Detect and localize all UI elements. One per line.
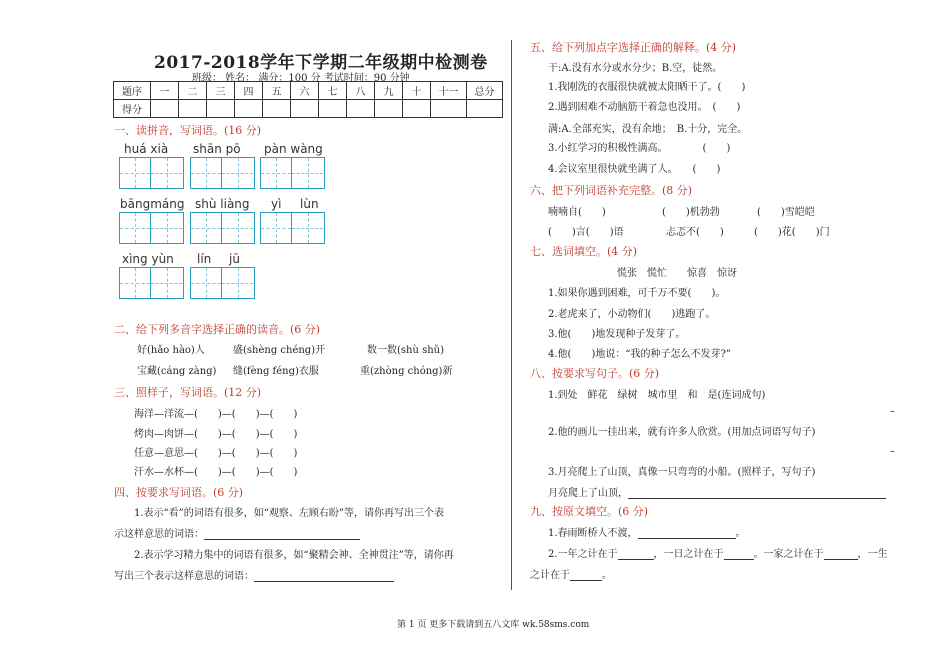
score-input[interactable] [179, 100, 207, 118]
question-text-line: 示这样意思的词语： [114, 529, 204, 540]
writing-grid[interactable] [119, 267, 184, 299]
writing-grid[interactable] [119, 157, 184, 189]
score-cell: 二 [179, 82, 207, 100]
score-cell: 总分 [467, 82, 503, 100]
score-cell: 三 [207, 82, 235, 100]
section-3-heading: 三、照样子，写词语。(12 分) [114, 386, 262, 399]
score-input[interactable] [375, 100, 403, 118]
score-cell: 题序 [114, 82, 151, 100]
score-cell: 十 [403, 82, 431, 100]
definition-text: 满:A.全部充实，没有余地； B.十分，完全。 [548, 124, 748, 135]
section-8-heading: 八、按要求写句子。(6 分) [530, 367, 660, 380]
idiom-item[interactable]: ( )花( )门 [754, 227, 830, 238]
answer-blank[interactable] [638, 528, 736, 539]
page-footer: 第 1 页 更多下载请到五八文库 wk.58sms.com [397, 620, 590, 630]
pinyin-label: jū [229, 252, 240, 266]
question-text[interactable]: 4.会议室里很快就坐满了人。 ( ) [548, 164, 721, 175]
writing-grid[interactable] [190, 267, 255, 299]
score-cell: 一 [151, 82, 179, 100]
question-text[interactable]: 2.遇到困难不动脑筋干着急也没用。 ( ) [548, 102, 741, 113]
question-text[interactable]: 2.老虎来了，小动物们( )逃跑了。 [548, 309, 716, 320]
answer-blank[interactable] [628, 488, 886, 499]
pinyin-label: bāngmáng [120, 197, 185, 211]
question-text-line: ，一生 [857, 549, 888, 560]
word-chain-item[interactable]: 海洋—洋流—( )—( )—( ) [134, 409, 298, 420]
score-cell: 六 [291, 82, 319, 100]
section-4-heading: 四、按要求写词语。(6 分) [114, 486, 244, 499]
section-2-heading: 二、给下列多音字选择正确的读音。(6 分) [114, 323, 321, 336]
polyphone-item[interactable]: 好(hǎo hào)人 [137, 345, 205, 356]
question-text[interactable]: 1.我刚洗的衣服很快就被太阳晒干了。( ) [548, 82, 746, 93]
question-text[interactable]: 4.他( )地说：“我的种子怎么不发芽?” [548, 349, 731, 360]
score-table-row [114, 82, 503, 100]
answer-blank[interactable] [824, 549, 858, 560]
pinyin-label: lùn [300, 197, 319, 211]
score-input[interactable] [291, 100, 319, 118]
definition-text: 干:A.没有水分或水分少；B.空，徒然。 [548, 63, 723, 74]
question-text: 2.表示学习精力集中的词语有很多，如“聚精会神、全神贯注”等，请你再 [134, 550, 454, 561]
question-text: 1.表示“看”的词语有很多，如“观察、左顾右盼”等，请你再写出三个表 [134, 508, 444, 519]
question-text[interactable]: 3.他( )地发现种子发芽了。 [548, 329, 686, 340]
score-cell: 五 [263, 82, 291, 100]
pinyin-label: lín [197, 252, 212, 266]
score-table-row [114, 100, 503, 118]
page-title: 2017-2018学年下学期二年级期中检测卷 [154, 53, 488, 73]
question-text[interactable]: 3.小红学习的积极性满高。 ( ) [548, 143, 731, 154]
score-input[interactable] [467, 100, 503, 118]
question-text-line: 。 [602, 570, 612, 581]
score-input[interactable] [403, 100, 431, 118]
student-info-line: 班级： 姓名： 满分：100 分 考试时间：90 分钟 [192, 73, 410, 84]
question-text-line: 月亮爬上了山顶， [548, 488, 628, 499]
score-input[interactable] [431, 100, 467, 118]
score-cell: 得分 [114, 100, 151, 118]
margin-mark: – [890, 446, 895, 457]
question-text: 3.月亮爬上了山顶，真像一只弯弯的小船。(照样子，写句子) [548, 467, 816, 478]
margin-mark: – [890, 406, 895, 417]
word-chain-item[interactable]: 汗水—水杯—( )—( )—( ) [134, 467, 298, 478]
word-chain-item[interactable]: 烤肉—肉饼—( )—( )—( ) [134, 429, 298, 440]
polyphone-item[interactable]: 数一数(shù shǔ) [367, 345, 445, 356]
word-options: 慌张 慌忙 惊喜 惊讶 [617, 268, 737, 279]
section-9-heading: 九、按原文填空。(6 分) [530, 505, 649, 518]
score-input[interactable] [263, 100, 291, 118]
score-cell: 九 [375, 82, 403, 100]
question-text [548, 524, 746, 539]
question-text-line: 写出三个表示这样意思的词语： [114, 571, 254, 582]
polyphone-item[interactable]: 重(zhòng chóng)新 [360, 366, 453, 377]
score-cell: 四 [235, 82, 263, 100]
question-text-line: 。 [735, 528, 746, 539]
section-5-heading: 五、给下列加点字选择正确的解释。(4 分) [530, 41, 737, 54]
question-text-line: 之计在于 [530, 570, 570, 581]
pinyin-label: xìng yùn [122, 252, 174, 266]
question-text [530, 566, 612, 581]
question-text [114, 567, 394, 582]
section-7-heading: 七、选词填空。(4 分) [530, 245, 638, 258]
idiom-item[interactable]: 忐忑不( ) [666, 227, 724, 238]
answer-blank[interactable] [724, 549, 754, 560]
writing-grid[interactable] [190, 212, 255, 244]
idiom-item[interactable]: ( )言( )语 [548, 227, 624, 238]
score-input[interactable] [319, 100, 347, 118]
writing-grid[interactable] [190, 157, 255, 189]
score-input[interactable] [235, 100, 263, 118]
idiom-item[interactable]: 喃喃自( ) [548, 207, 606, 218]
answer-blank[interactable] [570, 570, 602, 581]
pinyin-label: pàn wàng [264, 142, 323, 156]
idiom-item[interactable]: ( )雪皑皑 [757, 207, 815, 218]
question-text-line: 2.一年之计在于 [548, 549, 618, 560]
pinyin-label: yì [271, 197, 282, 211]
polyphone-item[interactable]: 缝(fèng féng)衣服 [233, 366, 319, 377]
writing-grid[interactable] [260, 157, 325, 189]
question-text [114, 525, 360, 540]
question-text-line: 1.春雨断桥人不渡， [548, 528, 638, 539]
score-cell: 八 [347, 82, 375, 100]
column-divider [511, 40, 512, 590]
pinyin-label: shù liàng [195, 197, 250, 211]
question-text: 2.他的画儿一挂出来，就有许多人欣赏。(用加点词语写句子) [548, 427, 816, 438]
question-text-line: 。一家之计在于 [753, 549, 824, 560]
word-chain-item[interactable]: 任意—意思—( )—( )—( ) [134, 448, 298, 459]
score-input[interactable] [151, 100, 179, 118]
score-cell: 七 [319, 82, 347, 100]
polyphone-item[interactable]: 盛(shèng chéng)开 [233, 345, 326, 356]
score-table [113, 81, 503, 118]
question-text-line: ，一日之计在于 [653, 549, 724, 560]
writing-grid[interactable] [260, 212, 325, 244]
answer-blank[interactable] [254, 571, 394, 582]
pinyin-label: shān pō [193, 142, 241, 156]
polyphone-item[interactable]: 宝藏(cáng zàng) [137, 366, 217, 377]
question-text: 1.到处 鲜花 绿树 城市里 和 是(连词成句) [548, 390, 766, 401]
score-input[interactable] [207, 100, 235, 118]
question-text [548, 545, 888, 560]
answer-blank[interactable] [204, 529, 360, 540]
idiom-item[interactable]: ( )机勃勃 [662, 207, 720, 218]
answer-blank[interactable] [618, 549, 654, 560]
section-6-heading: 六、把下列词语补充完整。(8 分) [530, 184, 693, 197]
score-cell: 十一 [431, 82, 467, 100]
question-text [548, 484, 886, 499]
question-text[interactable]: 1.如果你遇到困难，可千万不要( )。 [548, 288, 726, 299]
writing-grid[interactable] [119, 212, 184, 244]
pinyin-label: huá xià [124, 142, 169, 156]
score-input[interactable] [347, 100, 375, 118]
section-1-heading: 一、读拼音，写词语。(16 分) [114, 124, 262, 137]
